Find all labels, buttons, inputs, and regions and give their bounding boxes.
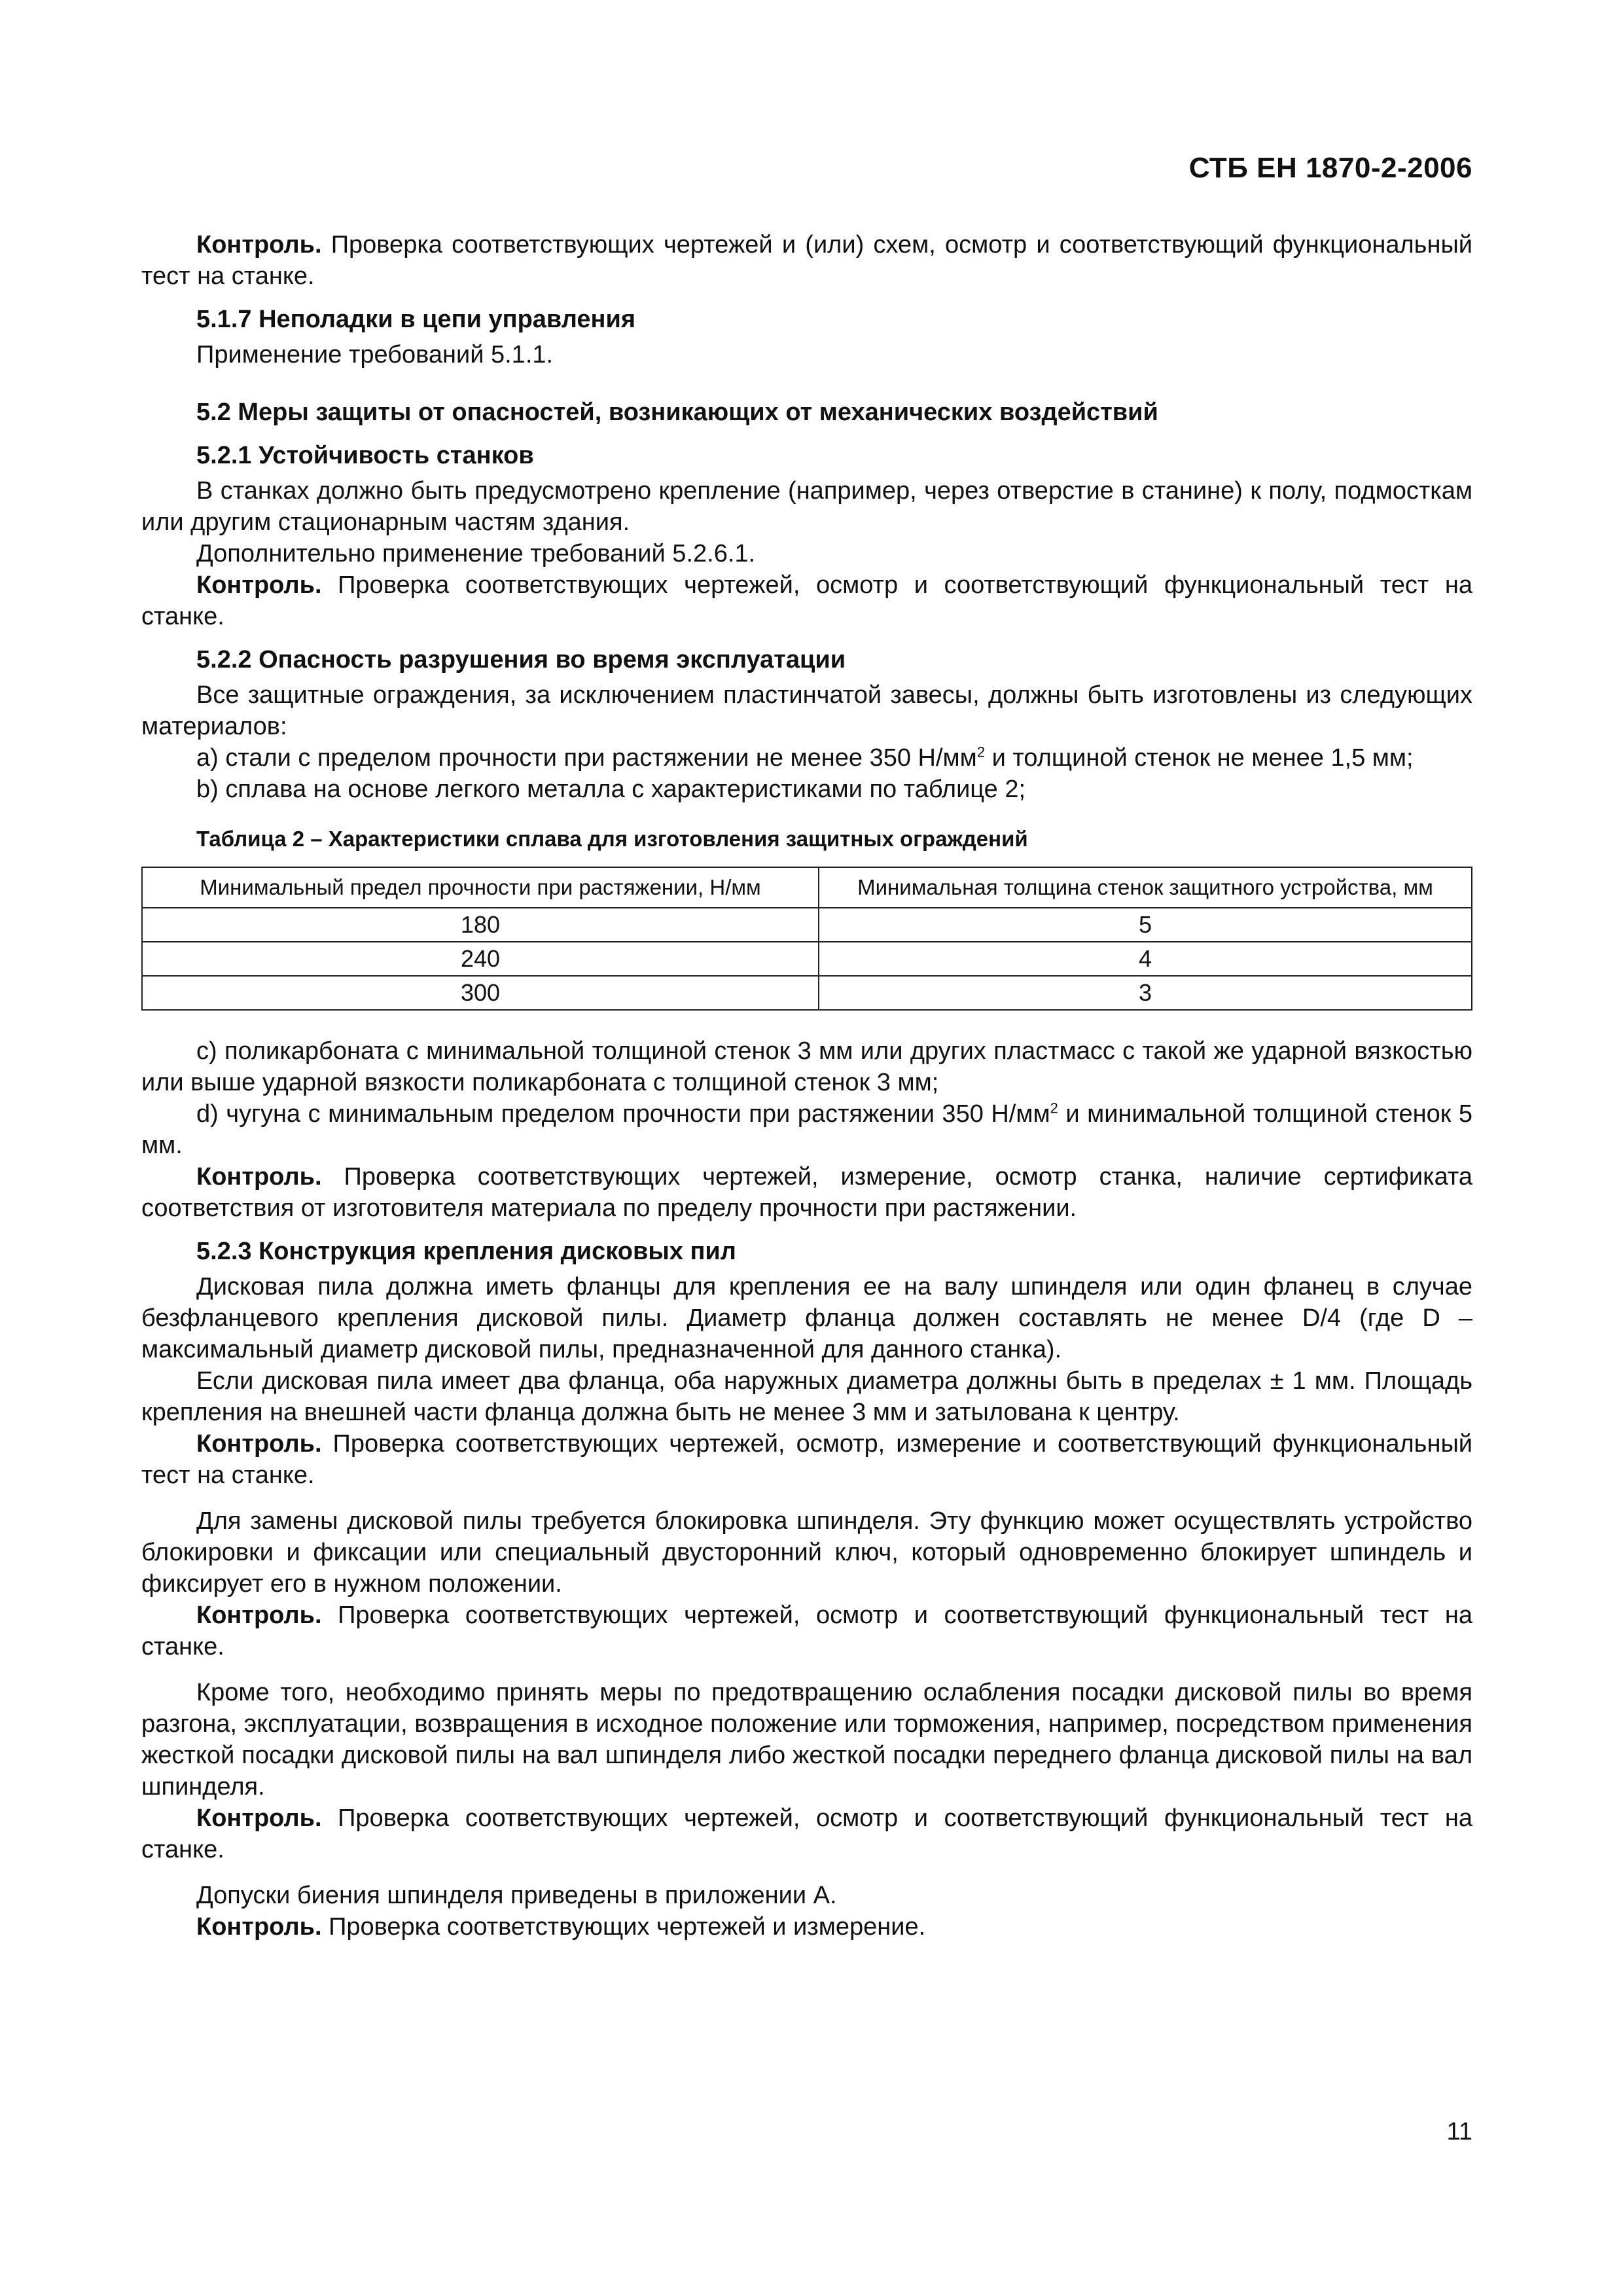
document-header: СТБ ЕН 1870-2-2006: [1188, 152, 1472, 184]
paragraph: [141, 339, 1472, 370]
paragraph: [141, 1677, 1472, 1803]
paragraph-text: Если дисковая пила имеет два фланца, оба наружных диаметра должны быть в пределах ± 1 мм. Площадь крепления на внешней части фланца должна быть не менее 3 мм и затылована к центру.: [141, 1367, 1472, 1426]
paragraph-text: Проверка соответствующих чертежей и измерение.: [321, 1913, 926, 1941]
table-caption: Таблица 2 – Характеристики сплава для изготовления защитных ограждений: [196, 827, 1028, 851]
paragraph-text: b) сплава на основе легкого металла с характеристиками по таблице 2;: [196, 776, 1026, 803]
paragraph-text: Проверка соответствующих чертежей, измерение, осмотр станка, наличие сертификата соответствия от изготовителя материала по пределу прочности при растяжении.: [141, 1163, 1472, 1222]
control-label: Контроль.: [196, 1913, 322, 1941]
paragraph: [141, 1911, 1472, 1943]
table-cell: 240: [142, 942, 819, 976]
paragraph-text: Применение требований 5.1.1.: [196, 341, 554, 368]
paragraph-text: a) стали с пределом прочности при растяжении не менее 350 Н/мм: [196, 744, 977, 772]
table-row: [142, 976, 1472, 1010]
paragraph-text: Все защитные ограждения, за исключением пластинчатой завесы, должны быть изготовлены из следующих материалов:: [141, 681, 1472, 740]
paragraph: [141, 1803, 1472, 1865]
table-cell: 4: [819, 942, 1472, 976]
table-header-cell: Минимальная толщина стенок защитного устройства, мм: [819, 867, 1472, 908]
paragraph-text: Кроме того, необходимо принять меры по предотвращению ослабления посадки дисковой пилы во время разгона, эксплуатации, возвращения в исходное положение или торможения, например, посредством применения жесткой посадки дисковой пилы на вал шпинделя либо жесткой посадки переднего фланца дисковой пилы на вал шпинделя.: [141, 1679, 1472, 1801]
paragraph: [141, 1428, 1472, 1491]
section-heading: 5.2 Меры защиты от опасностей, возникающих от механических воздействий: [196, 399, 1158, 426]
paragraph-text: c) поликарбоната с минимальной толщиной стенок 3 мм или других пластмасс с такой же ударной вязкостью или выше ударной вязкости поликарбоната с толщиной стенок 3 мм;: [141, 1037, 1472, 1096]
paragraph: [141, 774, 1472, 805]
table-row: [142, 908, 1472, 942]
table-cell: 3: [819, 976, 1472, 1010]
paragraph-text: Проверка соответствующих чертежей, осмотр и соответствующий функциональный тест на станке.: [141, 571, 1472, 630]
paragraph-text: Проверка соответствующих чертежей, осмотр и соответствующий функциональный тест на станке.: [141, 1602, 1472, 1660]
paragraph-text: Дисковая пила должна иметь фланцы для крепления ее на валу шпинделя или один фланец в случае безфланцевого крепления дисковой пилы. Диаметр фланца должен составлять не менее D/4 (где D – максимальный диаметр дисковой пилы, предназначенной для данного станка).: [141, 1273, 1472, 1363]
section-heading: 5.1.7 Неполадки в цепи управления: [196, 306, 636, 333]
table-header-row: [142, 867, 1472, 908]
paragraph: [141, 229, 1472, 292]
paragraph: [141, 538, 1472, 569]
alloy-table: [141, 867, 1472, 1011]
paragraph: [141, 679, 1472, 742]
document-body: [141, 229, 1472, 1943]
paragraph: [141, 1880, 1472, 1911]
section-heading: 5.2.1 Устойчивость станков: [196, 442, 534, 469]
page-number: 11: [1446, 2118, 1472, 2145]
paragraph-text: Проверка соответствующих чертежей, осмотр, измерение и соответствующий функциональный тест на станке.: [141, 1430, 1472, 1489]
control-label: Контроль.: [196, 1430, 322, 1458]
paragraph: [141, 1161, 1472, 1224]
paragraph-text: Допуски биения шпинделя приведены в приложении А.: [196, 1882, 837, 1909]
table-cell: 300: [142, 976, 819, 1010]
paragraph-text: Проверка соответствующих чертежей и (или) схем, осмотр и соответствующий функциональный тест на станке.: [141, 231, 1472, 290]
control-label: Контроль.: [196, 231, 322, 259]
control-label: Контроль.: [196, 1602, 322, 1629]
paragraph-text: Проверка соответствующих чертежей, осмотр и соответствующий функциональный тест на станке.: [141, 1804, 1472, 1863]
paragraph: [141, 1505, 1472, 1600]
paragraph-text: Для замены дисковой пилы требуется блокировка шпинделя. Эту функцию может осуществлять устройство блокировки и фиксации или специальный двусторонний ключ, который одновременно блокирует шпиндель и фиксирует его в нужном положении.: [141, 1507, 1472, 1598]
section-heading: 5.2.2 Опасность разрушения во время эксплуатации: [196, 646, 846, 673]
table-cell: 5: [819, 908, 1472, 942]
paragraph: [141, 1365, 1472, 1428]
paragraph: [141, 1098, 1472, 1161]
table-row: [142, 942, 1472, 976]
paragraph: [141, 742, 1472, 774]
paragraph-text: d) чугуна с минимальным пределом прочности при растяжении 350 Н/мм: [196, 1100, 1050, 1128]
paragraph: [141, 569, 1472, 632]
paragraph: [141, 1600, 1472, 1662]
paragraph-text-tail: и минимальной толщиной стенок 5 мм.: [141, 1100, 1472, 1159]
table-cell: 180: [142, 908, 819, 942]
superscript: 2: [1050, 1100, 1058, 1117]
paragraph: [141, 475, 1472, 538]
paragraph-text-tail: и толщиной стенок не менее 1,5 мм;: [985, 744, 1414, 772]
table-header-cell: Минимальный предел прочности при растяжении, Н/мм: [142, 867, 819, 908]
section-heading: 5.2.3 Конструкция крепления дисковых пил: [196, 1238, 736, 1265]
paragraph-text: В станках должно быть предусмотрено крепление (например, через отверстие в станине) к полу, подмосткам или другим стационарным частям здания.: [141, 477, 1472, 536]
paragraph-text: Дополнительно применение требований 5.2.6.1.: [196, 540, 756, 567]
paragraph: [141, 1271, 1472, 1365]
control-label: Контроль.: [196, 1804, 322, 1832]
superscript: 2: [976, 744, 986, 761]
paragraph: [141, 1035, 1472, 1098]
control-label: Контроль.: [196, 571, 322, 599]
control-label: Контроль.: [196, 1163, 322, 1191]
